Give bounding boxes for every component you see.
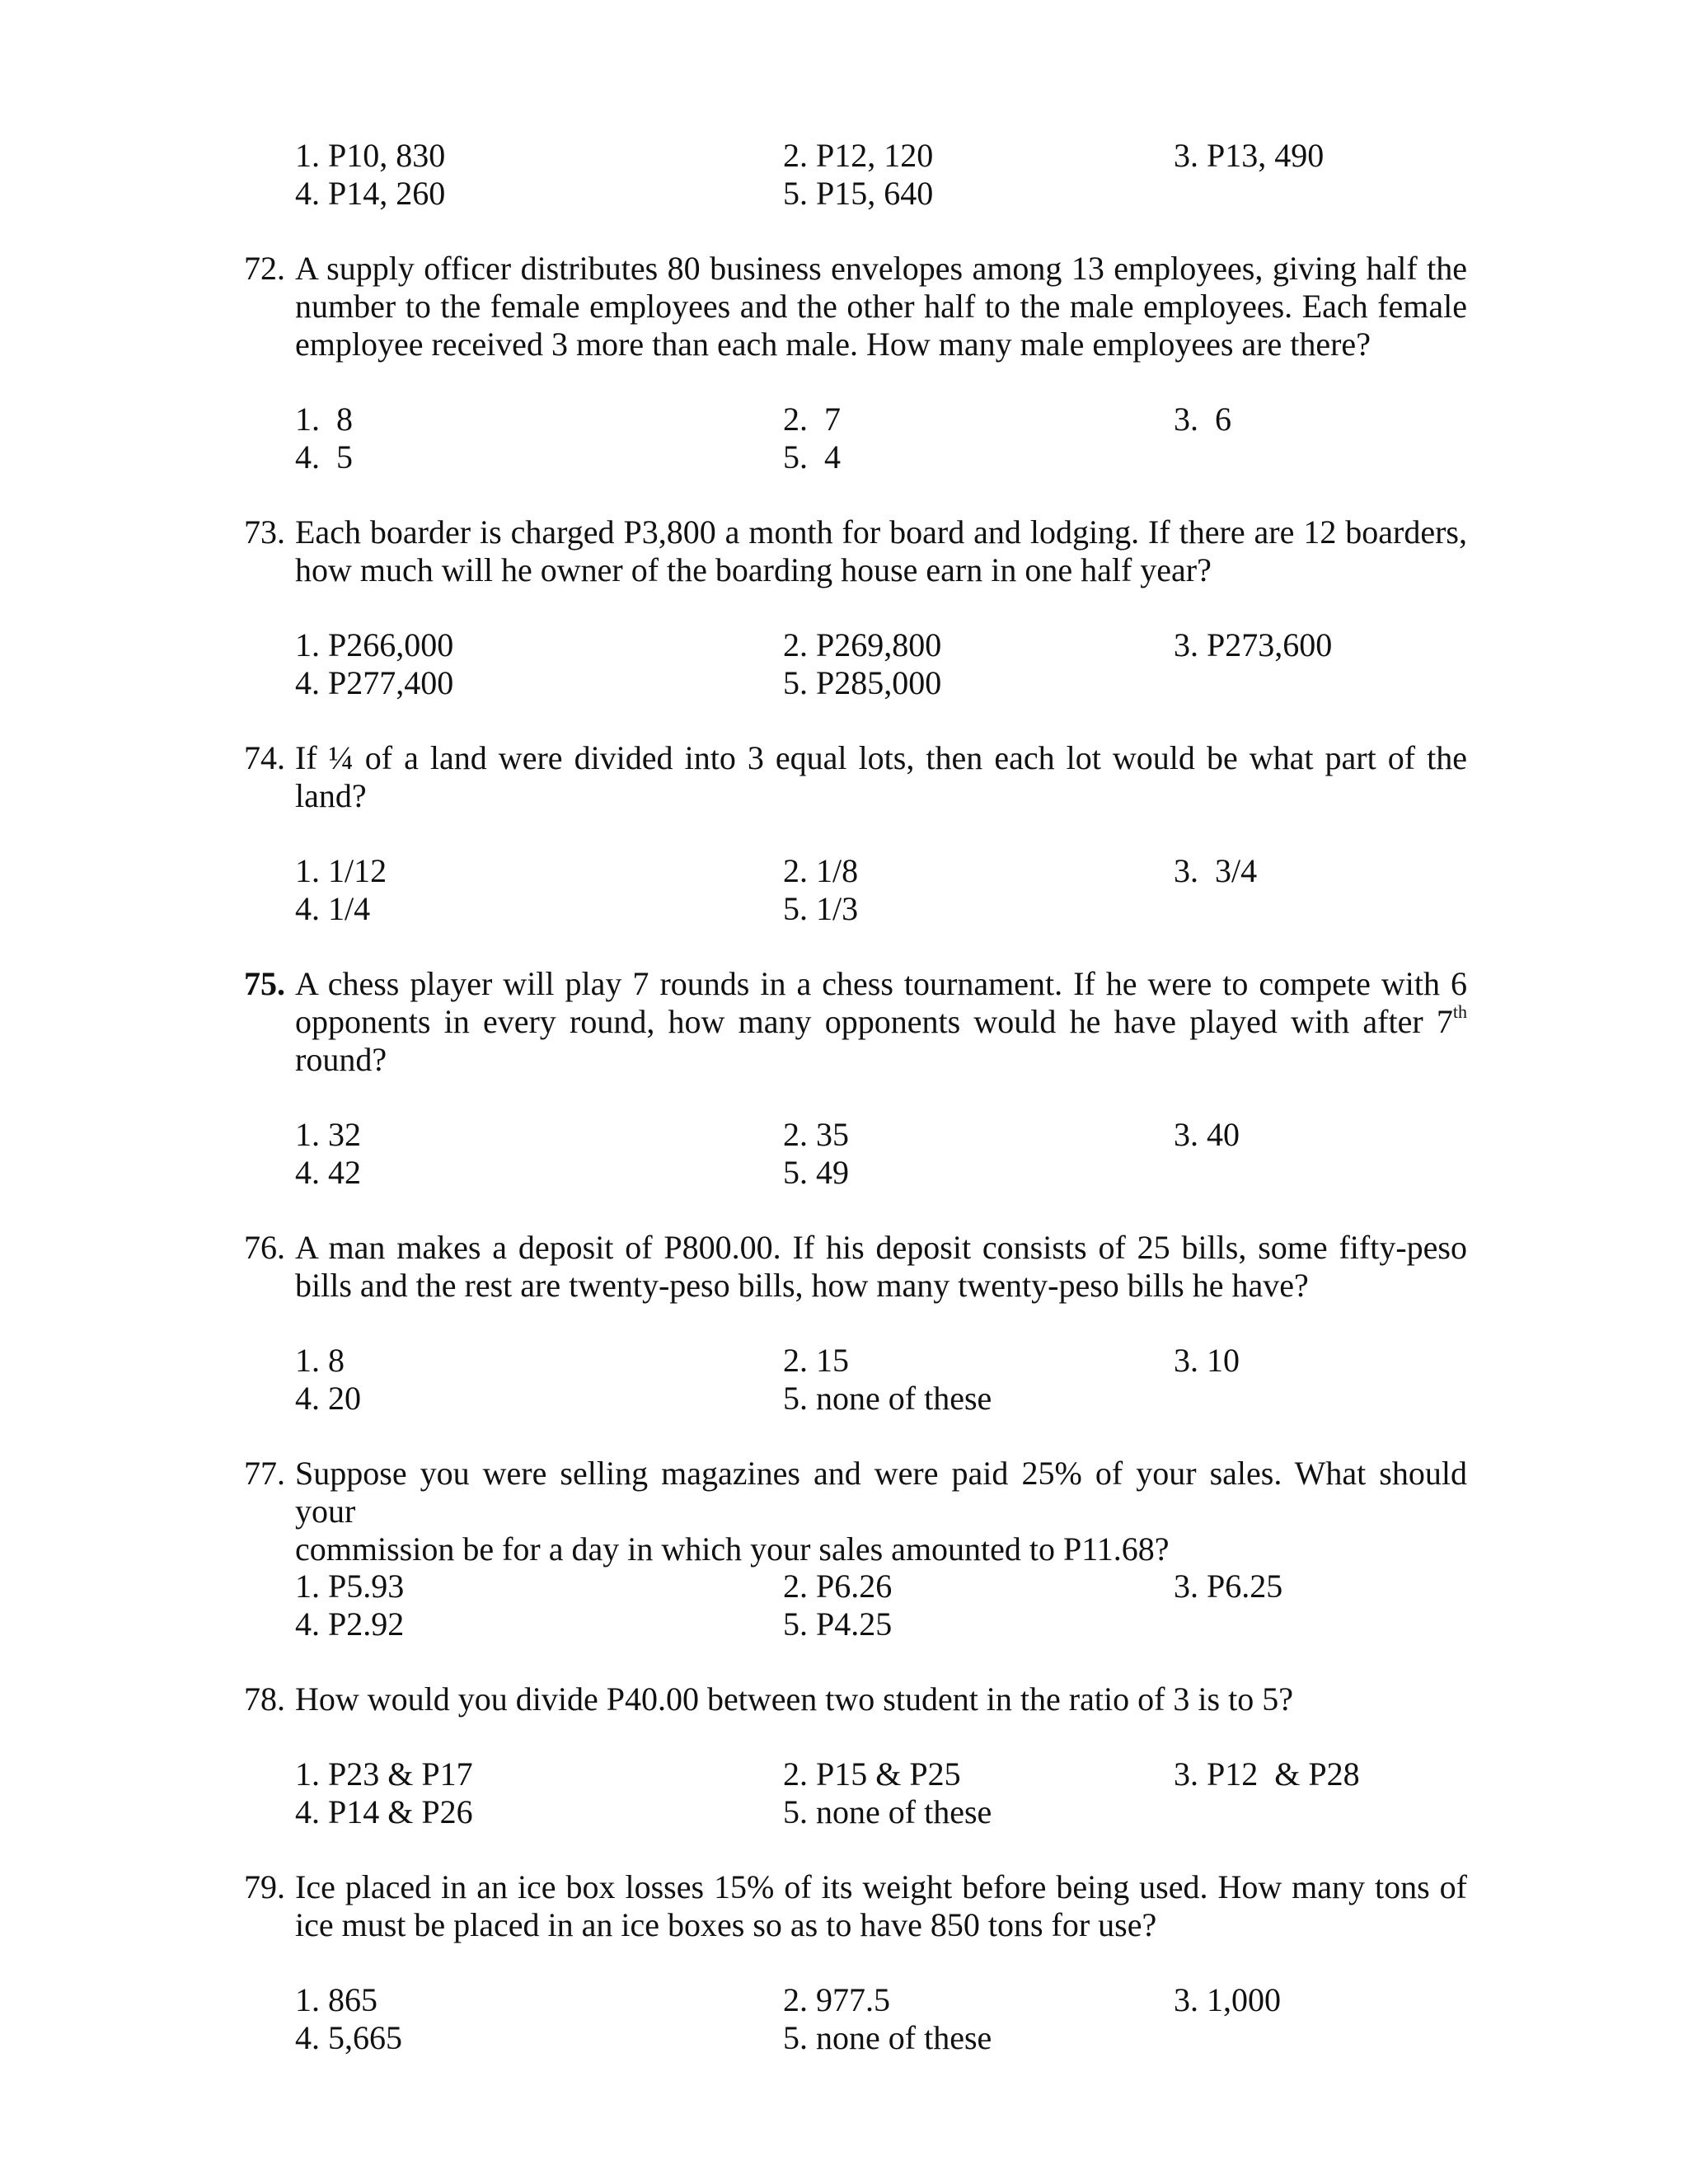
- question-line: [295, 1003, 1467, 1041]
- question-number: 73.: [244, 513, 285, 551]
- option-5: 5. none of these: [783, 2019, 992, 2056]
- question-line: How would you divide P40.00 between two student in the ratio of 3 is to 5?: [295, 1680, 1293, 1718]
- option-2: 2. P6.26: [783, 1568, 893, 1605]
- option-2: 2. 7: [783, 401, 841, 438]
- question-line: Each boarder is charged P3,800 a month for board and lodging. If there are 12 boarders,: [295, 513, 1467, 551]
- option-1: 1. P5.93: [295, 1568, 405, 1605]
- question-76: [244, 1229, 1467, 1305]
- answer-options-72: [0, 401, 1688, 476]
- question-number: 74.: [244, 739, 285, 776]
- options-row: [0, 2019, 1688, 2057]
- options-row: [0, 175, 1688, 213]
- answer-options-71: [0, 137, 1688, 213]
- option-4: 4. 5,665: [295, 2019, 402, 2056]
- option-5: 5. 4: [783, 438, 841, 476]
- question-78: [244, 1680, 1467, 1718]
- option-3: 3. 40: [1174, 1116, 1240, 1153]
- question-line: Suppose you were selling magazines and were paid 25% of your sales. What should your: [295, 1455, 1467, 1530]
- option-1: 1. P23 & P17: [295, 1755, 473, 1793]
- question-number: 79.: [244, 1868, 285, 1905]
- options-row: [0, 401, 1688, 438]
- option-2: 2. P12, 120: [783, 137, 934, 174]
- question-line: how much will he owner of the boarding house earn in one half year?: [295, 551, 1212, 588]
- answer-options-75: [0, 1116, 1688, 1192]
- question-line: land?: [295, 777, 367, 814]
- option-2: 2. P269,800: [783, 626, 942, 663]
- option-2: 2. 977.5: [783, 1981, 890, 2018]
- option-5: 5. P15, 640: [783, 175, 934, 212]
- options-row: [0, 1605, 1688, 1643]
- answer-options-78: [0, 1755, 1688, 1831]
- answer-options-73: [0, 626, 1688, 702]
- option-2: 2. P15 & P25: [783, 1755, 961, 1793]
- question-text: [295, 1868, 1467, 1944]
- options-row: [0, 1342, 1688, 1380]
- question-line: number to the female employees and the other half to the male employees. Each female: [295, 288, 1467, 325]
- option-3: 3. 6: [1174, 401, 1231, 438]
- answer-options-74: [0, 852, 1688, 928]
- option-1: 1. 865: [295, 1981, 377, 2018]
- question-text: [295, 1229, 1467, 1305]
- options-row: [0, 664, 1688, 702]
- option-3: 3. 3/4: [1174, 852, 1258, 889]
- option-5: 5. P4.25: [783, 1605, 893, 1643]
- question-line: commission be for a day in which your sales amounted to P11.68?: [295, 1530, 1170, 1568]
- options-row: [0, 137, 1688, 175]
- question-line: employee received 3 more than each male. How many male employees are there?: [295, 326, 1371, 363]
- question-number: 75.: [244, 965, 285, 1002]
- option-4: 4. P2.92: [295, 1605, 405, 1643]
- options-row: [0, 1755, 1688, 1793]
- option-1: 1. P10, 830: [295, 137, 446, 174]
- option-5: 5. none of these: [783, 1380, 992, 1417]
- answer-options-79: [0, 1981, 1688, 2057]
- options-row: [0, 852, 1688, 890]
- question-73: [244, 513, 1467, 589]
- option-4: 4. P14, 260: [295, 175, 446, 212]
- question-number: 72.: [244, 250, 285, 287]
- option-1: 1. 32: [295, 1116, 361, 1153]
- question-72: [244, 250, 1467, 363]
- option-3: 3. P6.25: [1174, 1568, 1283, 1605]
- option-2: 2. 15: [783, 1342, 849, 1379]
- question-number: 77.: [244, 1455, 285, 1492]
- question-text: [295, 739, 1467, 815]
- option-1: 1. 1/12: [295, 852, 387, 889]
- options-row: [0, 1981, 1688, 2019]
- question-number: 78.: [244, 1680, 285, 1718]
- answer-options-77: [0, 1568, 1688, 1643]
- option-3: 3. P12 & P28: [1174, 1755, 1360, 1793]
- options-row: [0, 1793, 1688, 1831]
- option-5: 5. P285,000: [783, 664, 942, 701]
- question-line: A supply officer distributes 80 business envelopes among 13 employees, giving half the: [295, 250, 1467, 287]
- question-line: bills and the rest are twenty-peso bills, how many twenty-peso bills he have?: [295, 1267, 1309, 1304]
- option-1: 1. 8: [295, 401, 353, 438]
- question-text: [295, 1455, 1467, 1568]
- question-line: A chess player will play 7 rounds in a chess tournament. If he were to compete with 6: [295, 965, 1467, 1002]
- question-text: [295, 513, 1467, 589]
- question-line: If ¼ of a land were divided into 3 equal lots, then each lot would be what part of the: [295, 739, 1467, 776]
- question-line-text: opponents in every round, how many opponents would he have played with after 7: [295, 1003, 1453, 1040]
- option-5: 5. 49: [783, 1154, 849, 1191]
- option-3: 3. 10: [1174, 1342, 1240, 1379]
- options-row: [0, 438, 1688, 476]
- option-3: 3. P13, 490: [1174, 137, 1325, 174]
- option-4: 4. 1/4: [295, 890, 371, 927]
- question-75: [244, 965, 1467, 1079]
- answer-options-76: [0, 1342, 1688, 1418]
- question-number: 76.: [244, 1229, 285, 1266]
- ordinal-superscript: th: [1452, 1001, 1467, 1022]
- question-79: [244, 1868, 1467, 1944]
- question-line: round?: [295, 1041, 387, 1078]
- option-4: 4. 20: [295, 1380, 361, 1417]
- option-2: 2. 35: [783, 1116, 849, 1153]
- option-2: 2. 1/8: [783, 852, 859, 889]
- option-4: 4. 5: [295, 438, 353, 476]
- option-1: 1. P266,000: [295, 626, 454, 663]
- option-3: 3. 1,000: [1174, 1981, 1281, 2018]
- option-4: 4. 42: [295, 1154, 361, 1191]
- question-text: [295, 1680, 1467, 1718]
- option-3: 3. P273,600: [1174, 626, 1333, 663]
- options-row: [0, 1380, 1688, 1418]
- option-5: 5. 1/3: [783, 890, 859, 927]
- question-77: [244, 1455, 1467, 1568]
- question-line: A man makes a deposit of P800.00. If his deposit consists of 25 bills, some fifty-peso: [295, 1229, 1467, 1266]
- options-row: [0, 890, 1688, 928]
- option-5: 5. none of these: [783, 1793, 992, 1830]
- options-row: [0, 626, 1688, 664]
- question-text: [295, 965, 1467, 1079]
- question-line: Ice placed in an ice box losses 15% of its weight before being used. How many tons of: [295, 1868, 1467, 1905]
- question-text: [295, 250, 1467, 363]
- option-4: 4. P14 & P26: [295, 1793, 473, 1830]
- options-row: [0, 1154, 1688, 1192]
- question-line: ice must be placed in an ice boxes so as to have 850 tons for use?: [295, 1906, 1157, 1943]
- options-row: [0, 1568, 1688, 1605]
- options-row: [0, 1116, 1688, 1154]
- question-74: [244, 739, 1467, 815]
- option-1: 1. 8: [295, 1342, 345, 1379]
- option-4: 4. P277,400: [295, 664, 454, 701]
